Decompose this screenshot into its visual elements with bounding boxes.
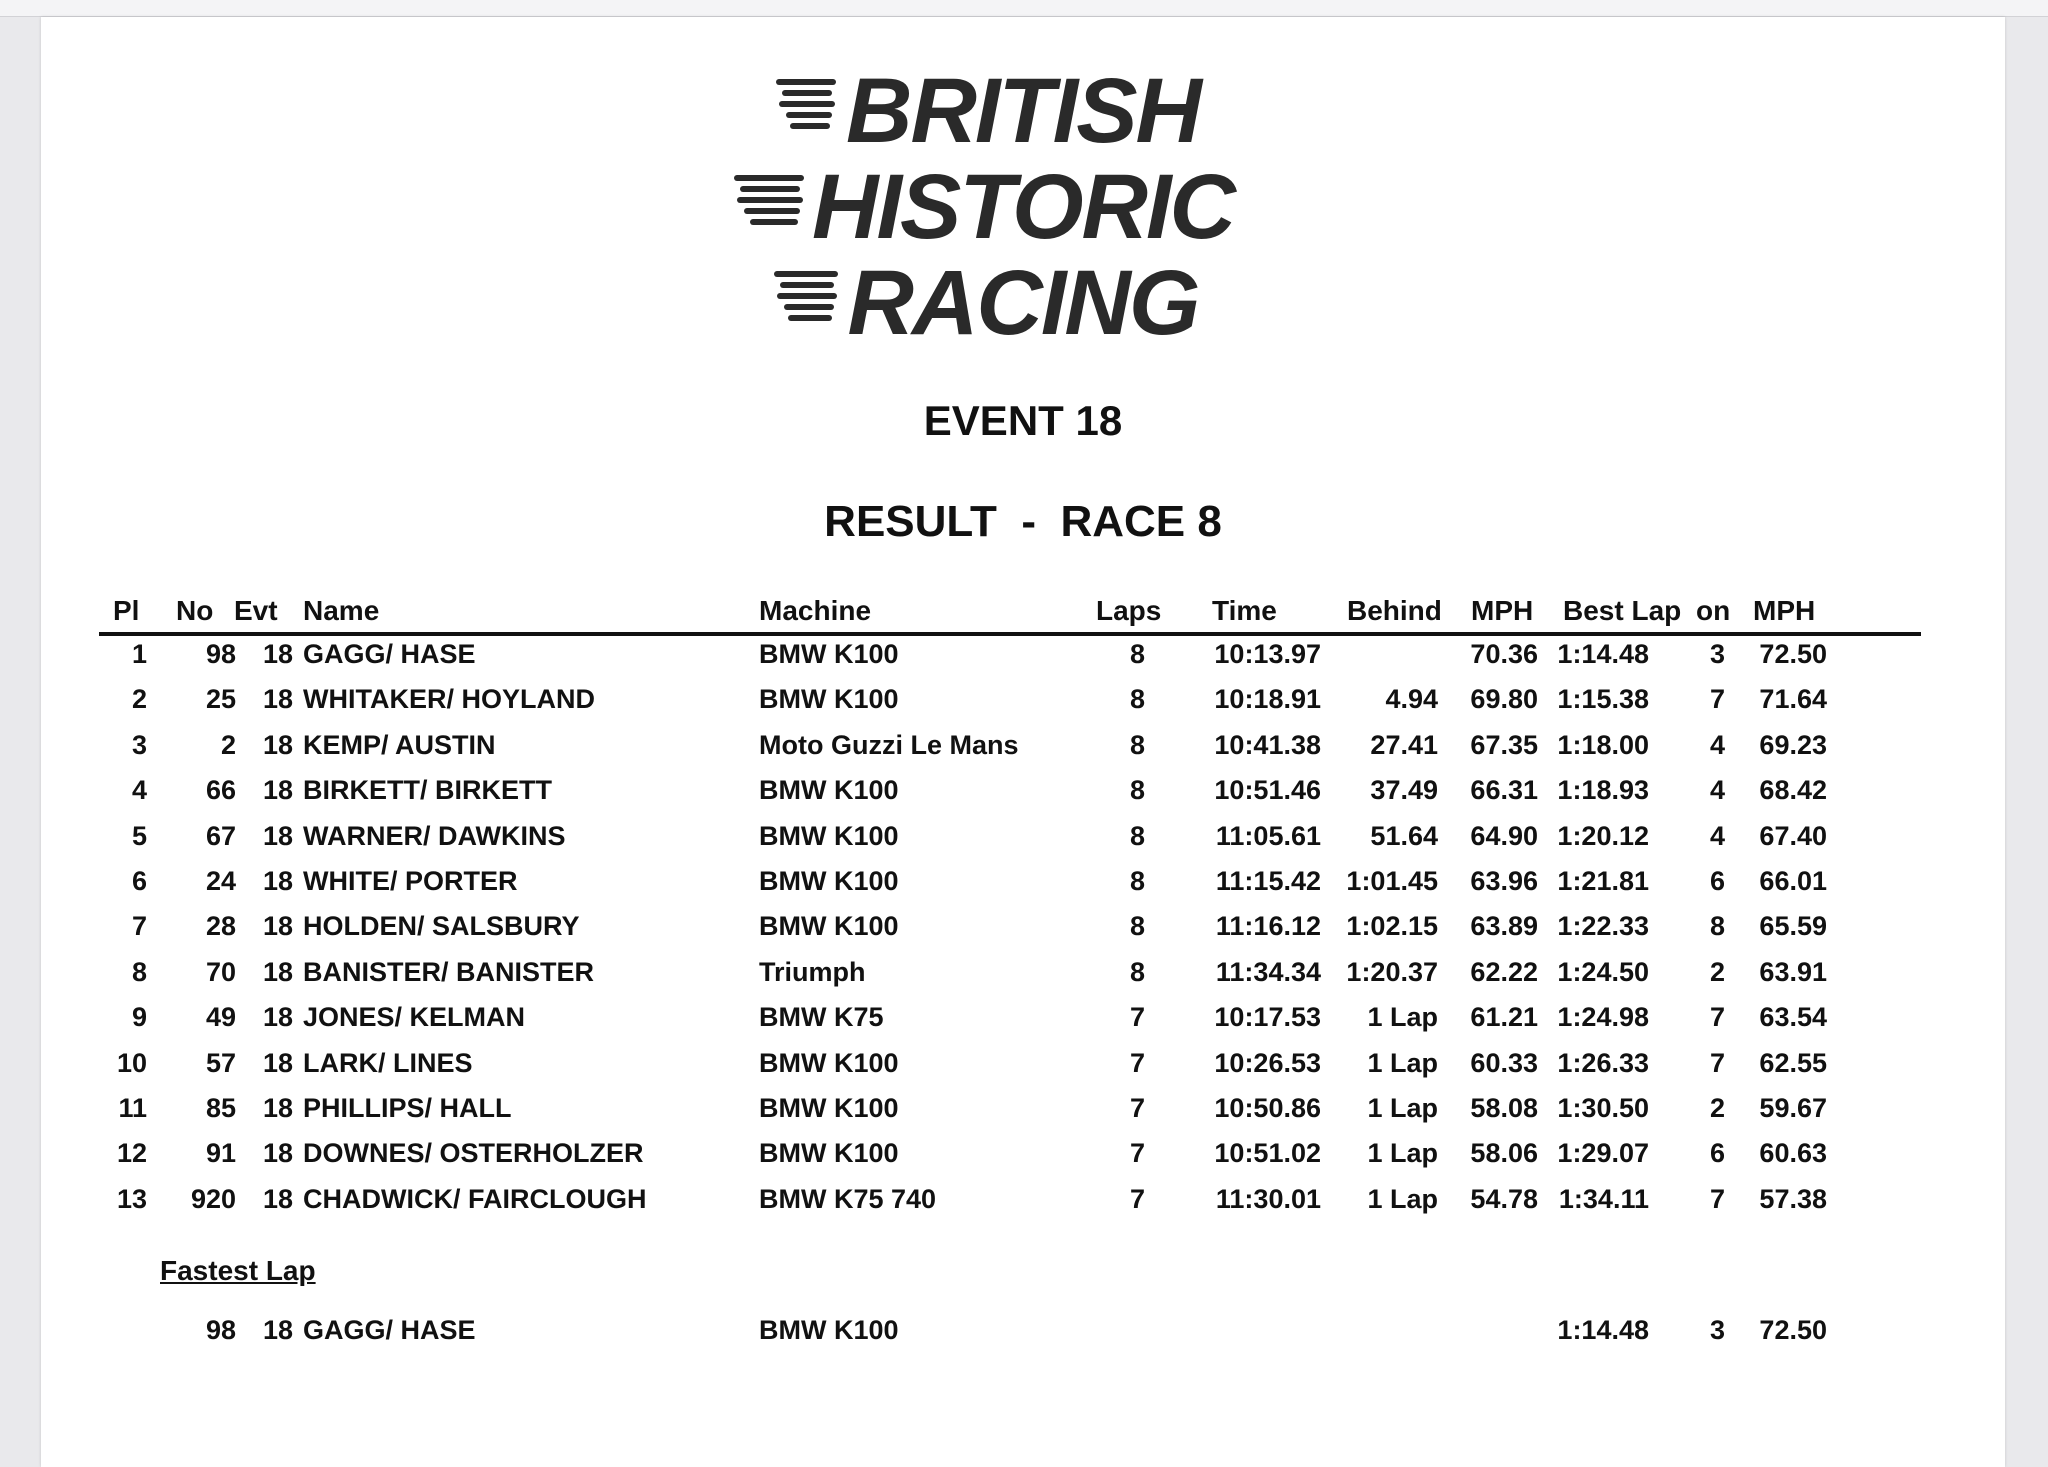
event-title: EVENT 18 [923, 397, 1123, 444]
cell-on: 3 [1709, 639, 1725, 669]
cell-best-lap: 1:30.50 [1557, 1093, 1649, 1123]
fastest-lap-row [41, 1315, 2005, 1359]
cell-time: 10:13.97 [1214, 639, 1321, 669]
cell-name: BANISTER/ BANISTER [303, 956, 595, 987]
cell-behind: 1 Lap [1367, 1093, 1438, 1123]
cell-machine: BMW K100 [759, 1093, 899, 1123]
cell-mph: 63.96 [1470, 866, 1538, 896]
cell-best-mph: 66.01 [1759, 866, 1827, 896]
cell-pl: 10 [116, 1047, 147, 1078]
cell-best-lap: 1:20.12 [1557, 820, 1649, 851]
cell-machine: BMW K75 740 [759, 1183, 937, 1214]
cell-pl: 7 [131, 911, 147, 942]
cell-behind: 1 Lap [1367, 1183, 1438, 1214]
cell-no: 91 [205, 1138, 236, 1169]
cell-on: 6 [1709, 866, 1725, 896]
cell-pl: 5 [131, 820, 147, 851]
col-best-lap: Best Lap [1563, 595, 1682, 626]
cell-laps: 7 [1129, 1183, 1145, 1214]
cell-no: 25 [205, 684, 236, 715]
cell-best-mph: 69.23 [1759, 729, 1827, 760]
cell-pl: 9 [131, 1002, 147, 1033]
cell-on: 4 [1709, 820, 1725, 851]
cell-pl: 13 [116, 1183, 147, 1214]
cell-no: 2 [220, 729, 236, 760]
cell-pl: 12 [116, 1138, 147, 1169]
table-row [41, 1138, 2005, 1182]
fastest-name: GAGG/ HASE [303, 1315, 476, 1345]
cell-name: PHILLIPS/ HALL [303, 1093, 512, 1123]
cell-name: KEMP/ AUSTIN [303, 729, 496, 760]
cell-on: 7 [1709, 684, 1725, 715]
cell-time: 10:26.53 [1214, 1047, 1321, 1078]
cell-best-mph: 72.50 [1759, 639, 1827, 669]
cell-best-lap: 1:15.38 [1557, 684, 1649, 715]
col-machine: Machine [759, 595, 872, 626]
cell-on: 4 [1709, 729, 1725, 760]
logo-line-3: RACING [41, 257, 2005, 349]
cell-machine: BMW K100 [759, 775, 899, 806]
cell-no: 920 [190, 1183, 236, 1214]
cell-no: 49 [205, 1002, 236, 1033]
cell-best-lap: 1:24.50 [1557, 956, 1649, 987]
cell-behind: 1:01.45 [1346, 866, 1438, 896]
table-row [41, 639, 2005, 683]
cell-machine: BMW K100 [759, 1138, 899, 1169]
result-title: RESULT - RACE 8 [824, 497, 1222, 546]
cell-best-lap: 1:18.93 [1557, 775, 1649, 806]
cell-machine: BMW K100 [759, 866, 899, 896]
cell-best-lap: 1:21.81 [1557, 866, 1649, 896]
cell-evt: 18 [262, 1138, 293, 1169]
cell-evt: 18 [262, 866, 293, 896]
table-row [41, 957, 2005, 1001]
cell-time: 10:51.02 [1214, 1138, 1321, 1169]
logo-line-2: HISTORIC [41, 161, 2005, 253]
cell-best-lap: 1:26.33 [1557, 1047, 1649, 1078]
cell-best-mph: 68.42 [1759, 775, 1827, 806]
cell-time: 11:15.42 [1215, 866, 1321, 896]
cell-no: 28 [205, 911, 236, 942]
cell-time: 10:50.86 [1214, 1093, 1321, 1123]
cell-laps: 8 [1129, 956, 1145, 987]
cell-behind: 1:02.15 [1346, 911, 1438, 942]
cell-machine: BMW K75 [759, 1002, 884, 1033]
cell-mph: 60.33 [1470, 1047, 1538, 1078]
cell-behind: 51.64 [1370, 820, 1438, 851]
cell-time: 11:16.12 [1215, 911, 1321, 942]
cell-mph: 54.78 [1470, 1183, 1538, 1214]
cell-pl: 4 [131, 775, 147, 806]
table-row [41, 866, 2005, 910]
col-laps: Laps [1096, 595, 1162, 626]
cell-evt: 18 [262, 1002, 293, 1033]
cell-machine: BMW K100 [759, 820, 899, 851]
table-row [41, 684, 2005, 728]
results-table-header [41, 595, 2005, 635]
fastest-best-lap: 1:14.48 [1557, 1315, 1649, 1345]
header-rule [99, 632, 1921, 636]
cell-on: 4 [1709, 775, 1725, 806]
cell-mph: 64.90 [1470, 820, 1538, 851]
cell-name: LARK/ LINES [303, 1047, 473, 1078]
cell-evt: 18 [262, 1047, 293, 1078]
fastest-best-mph: 72.50 [1759, 1315, 1827, 1345]
col-on: on [1696, 595, 1731, 626]
col-behind: Behind [1347, 595, 1442, 626]
cell-best-lap: 1:24.98 [1557, 1002, 1649, 1033]
col-best-mph: MPH [1753, 595, 1816, 626]
cell-evt: 18 [262, 1183, 293, 1214]
cell-name: DOWNES/ OSTERHOLZER [303, 1138, 644, 1169]
cell-no: 67 [205, 820, 236, 851]
cell-evt: 18 [262, 729, 293, 760]
document-page [41, 17, 2005, 1467]
cell-best-mph: 63.91 [1759, 956, 1827, 987]
cell-machine: Triumph [759, 956, 866, 987]
fastest-on: 3 [1709, 1315, 1725, 1345]
cell-evt: 18 [262, 911, 293, 942]
cell-mph: 62.22 [1470, 956, 1538, 987]
cell-on: 2 [1709, 1093, 1725, 1123]
cell-on: 7 [1709, 1047, 1725, 1078]
cell-pl: 8 [131, 956, 147, 987]
cell-best-mph: 71.64 [1759, 684, 1827, 715]
table-row [41, 821, 2005, 865]
cell-behind: 37.49 [1370, 775, 1438, 806]
fastest-evt: 18 [262, 1315, 293, 1345]
cell-behind: 4.94 [1385, 684, 1438, 715]
table-row [41, 730, 2005, 774]
table-row [41, 1093, 2005, 1137]
cell-laps: 8 [1129, 684, 1145, 715]
cell-name: JONES/ KELMAN [303, 1002, 526, 1033]
viewer-top-bar [0, 0, 2048, 17]
cell-time: 10:18.91 [1214, 684, 1321, 715]
cell-best-mph: 67.40 [1759, 820, 1827, 851]
cell-pl: 2 [131, 684, 147, 715]
cell-machine: BMW K100 [759, 911, 899, 942]
cell-mph: 66.31 [1470, 775, 1538, 806]
cell-on: 6 [1709, 1138, 1725, 1169]
cell-best-mph: 59.67 [1759, 1093, 1827, 1123]
cell-mph: 58.06 [1470, 1138, 1538, 1169]
cell-best-lap: 1:34.11 [1558, 1183, 1649, 1214]
fastest-machine: BMW K100 [759, 1315, 899, 1345]
cell-mph: 67.35 [1470, 729, 1538, 760]
cell-evt: 18 [262, 639, 293, 669]
cell-mph: 58.08 [1470, 1093, 1538, 1123]
cell-best-mph: 62.55 [1759, 1047, 1827, 1078]
cell-laps: 8 [1129, 866, 1145, 896]
col-name: Name [303, 595, 380, 626]
cell-mph: 61.21 [1470, 1002, 1538, 1033]
cell-behind: 1:20.37 [1346, 956, 1438, 987]
col-time: Time [1212, 595, 1277, 626]
cell-behind: 27.41 [1370, 729, 1438, 760]
cell-time: 10:51.46 [1214, 775, 1321, 806]
table-row [41, 911, 2005, 955]
cell-machine: BMW K100 [759, 1047, 899, 1078]
col-evt: Evt [234, 595, 278, 626]
fastest-lap-label: Fastest Lap [160, 1255, 316, 1286]
cell-best-lap: 1:22.33 [1557, 911, 1649, 942]
cell-no: 85 [205, 1093, 236, 1123]
cell-behind: 1 Lap [1367, 1002, 1438, 1033]
cell-evt: 18 [262, 1093, 293, 1123]
cell-mph: 69.80 [1470, 684, 1538, 715]
cell-pl: 1 [131, 639, 147, 669]
cell-on: 8 [1709, 911, 1725, 942]
cell-time: 11:30.01 [1215, 1183, 1321, 1214]
british-historic-racing-logo [41, 17, 2005, 357]
cell-laps: 7 [1129, 1002, 1145, 1033]
cell-time: 11:05.61 [1215, 820, 1321, 851]
cell-best-mph: 63.54 [1759, 1002, 1827, 1033]
cell-on: 7 [1709, 1002, 1725, 1033]
cell-name: WHITAKER/ HOYLAND [303, 684, 595, 715]
cell-laps: 8 [1129, 820, 1145, 851]
table-row [41, 1184, 2005, 1228]
cell-time: 10:17.53 [1214, 1002, 1321, 1033]
cell-laps: 7 [1129, 1047, 1145, 1078]
table-row [41, 775, 2005, 819]
cell-no: 24 [205, 866, 236, 896]
cell-evt: 18 [262, 956, 293, 987]
cell-name: WARNER/ DAWKINS [303, 820, 566, 851]
cell-name: BIRKETT/ BIRKETT [303, 775, 552, 806]
col-mph: MPH [1471, 595, 1534, 626]
logo-line-1: BRITISH [41, 65, 2005, 157]
cell-on: 7 [1709, 1183, 1725, 1214]
cell-no: 70 [205, 956, 236, 987]
cell-behind: 1 Lap [1367, 1047, 1438, 1078]
cell-laps: 8 [1129, 729, 1145, 760]
cell-best-lap: 1:14.48 [1557, 639, 1649, 669]
cell-name: CHADWICK/ FAIRCLOUGH [303, 1183, 647, 1214]
cell-evt: 18 [262, 820, 293, 851]
cell-laps: 8 [1129, 639, 1145, 669]
cell-on: 2 [1709, 956, 1725, 987]
table-row [41, 1048, 2005, 1092]
cell-mph: 63.89 [1470, 911, 1538, 942]
cell-machine: BMW K100 [759, 684, 899, 715]
cell-laps: 8 [1129, 775, 1145, 806]
cell-evt: 18 [262, 775, 293, 806]
cell-laps: 8 [1129, 911, 1145, 942]
cell-best-lap: 1:18.00 [1557, 729, 1649, 760]
cell-best-mph: 60.63 [1759, 1138, 1827, 1169]
col-pl: Pl [113, 595, 140, 626]
table-row [41, 1002, 2005, 1046]
cell-name: WHITE/ PORTER [303, 866, 518, 896]
cell-pl: 3 [131, 729, 147, 760]
cell-name: GAGG/ HASE [303, 639, 476, 669]
cell-machine: BMW K100 [759, 639, 899, 669]
cell-no: 98 [205, 639, 236, 669]
cell-machine: Moto Guzzi Le Mans [759, 729, 1019, 760]
cell-laps: 7 [1129, 1093, 1145, 1123]
cell-best-lap: 1:29.07 [1557, 1138, 1649, 1169]
cell-pl: 11 [118, 1093, 147, 1123]
cell-pl: 6 [131, 866, 147, 896]
cell-evt: 18 [262, 684, 293, 715]
cell-name: HOLDEN/ SALSBURY [303, 911, 580, 942]
cell-mph: 70.36 [1470, 639, 1538, 669]
cell-best-mph: 57.38 [1759, 1183, 1827, 1214]
cell-behind: 1 Lap [1367, 1138, 1438, 1169]
cell-laps: 7 [1129, 1138, 1145, 1169]
cell-best-mph: 65.59 [1759, 911, 1827, 942]
cell-no: 66 [205, 775, 236, 806]
fastest-no: 98 [205, 1315, 236, 1345]
cell-time: 11:34.34 [1215, 956, 1321, 987]
cell-time: 10:41.38 [1214, 729, 1321, 760]
cell-no: 57 [205, 1047, 236, 1078]
col-no: No [176, 595, 214, 626]
